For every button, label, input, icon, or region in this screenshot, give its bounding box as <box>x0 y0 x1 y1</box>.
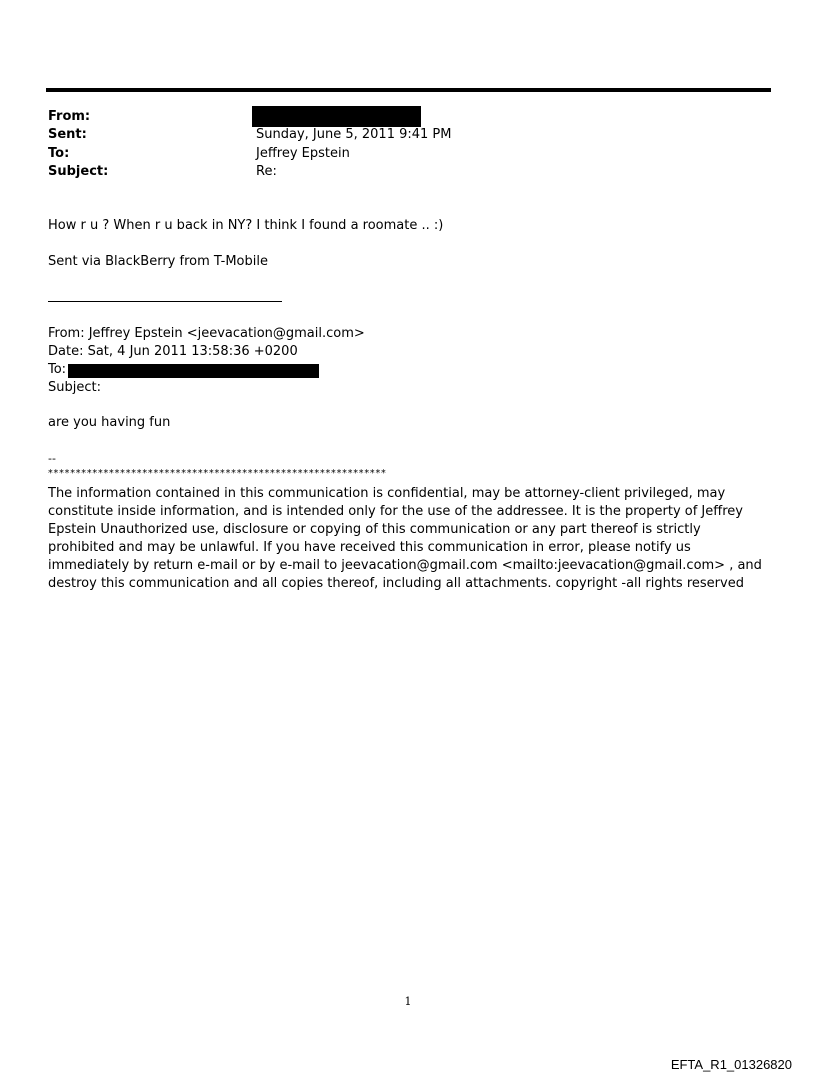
quote-separator <box>48 301 282 302</box>
quoted-to-label: To: <box>48 362 67 377</box>
page-number: 1 <box>404 995 412 1008</box>
to-label: To: <box>48 146 70 161</box>
message-body: How r u ? When r u back in NY? I think I found a roomate .. :) <box>48 218 444 233</box>
from-label: From: <box>48 109 91 124</box>
asterisk-divider: ************************************************************* <box>48 468 387 479</box>
quoted-from: From: Jeffrey Epstein <jeevacation@gmail.com> <box>48 326 365 341</box>
sig-dash: -- <box>48 452 56 465</box>
subject-label: Subject: <box>48 164 109 179</box>
quoted-date: Date: Sat, 4 Jun 2011 13:58:36 +0200 <box>48 344 298 359</box>
sent-value: Sunday, June 5, 2011 9:41 PM <box>256 127 452 142</box>
confidentiality-disclaimer: The information contained in this communication is confidential, may be attorney-client privileged, may constitute inside information, and is intended only for the use of the addressee. It is the property of Jeffrey Epstein Unauthorized use, disclosure or copying of this communication or any part thereof is strictly prohibited and may be unlawful. If you have received this communication in error, please notify us immediately by return e-mail or by e-mail to jeevacation@gmail.com <mailto:jeevacation@gmail.com> , and destroy this communication and all copies thereof, including all attachments. copyright -all rights reserved <box>48 486 762 591</box>
redacted-from-value <box>252 106 421 127</box>
signature: Sent via BlackBerry from T-Mobile <box>48 254 268 269</box>
redacted-to-value <box>68 364 319 378</box>
header-top-rule <box>46 88 771 92</box>
subject-value: Re: <box>256 164 277 179</box>
to-value: Jeffrey Epstein <box>256 146 350 161</box>
quoted-message: are you having fun <box>48 415 171 430</box>
document-id: EFTA_R1_01326820 <box>670 1057 792 1072</box>
sent-label: Sent: <box>48 127 87 142</box>
quoted-subject: Subject: <box>48 380 101 395</box>
